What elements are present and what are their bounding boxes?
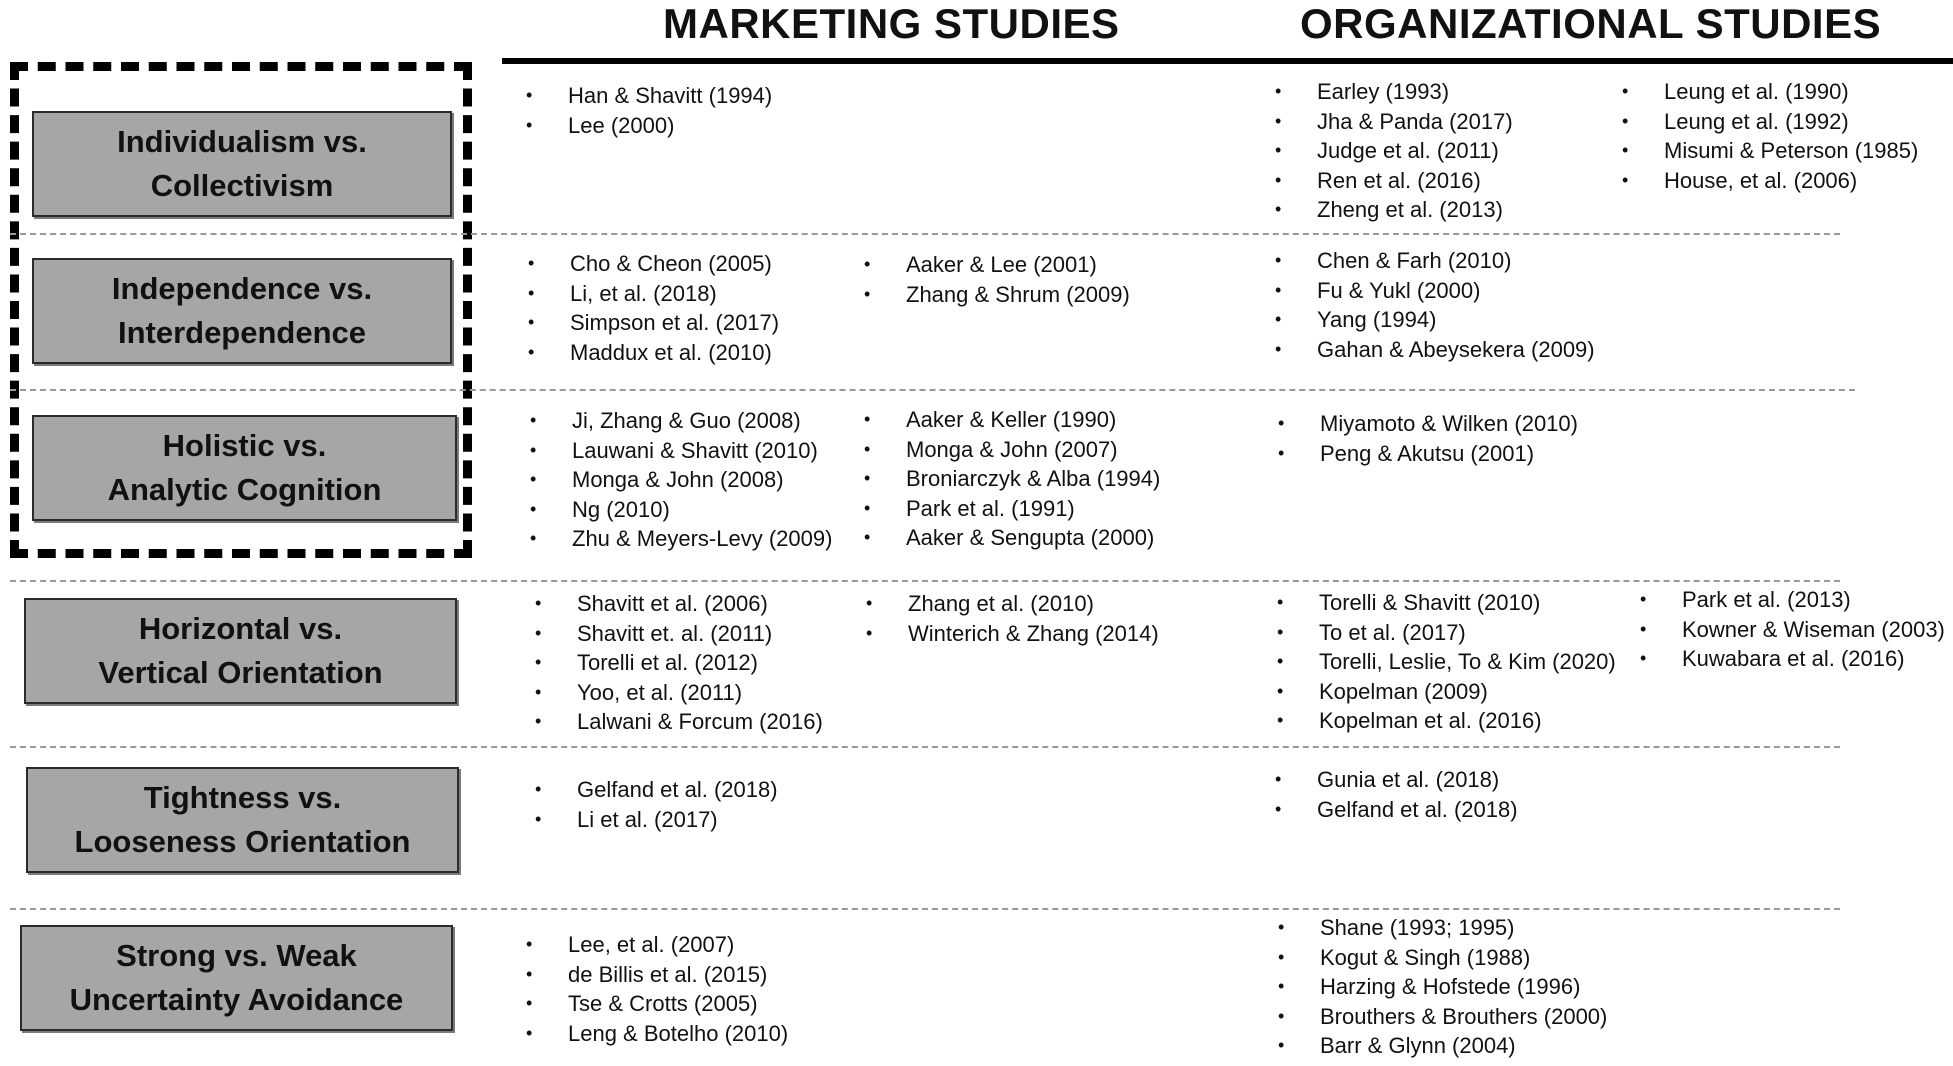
category-label: Individualism vs. Collectivism [117, 124, 367, 203]
reference-item: • Zhang & Shrum (2009) [864, 280, 1130, 310]
category-label: Independence vs. Interdependence [111, 271, 373, 350]
reference-item: • Chen & Farh (2010) [1275, 246, 1595, 276]
category-label: Tightness vs. Looseness Orientation [74, 780, 411, 859]
row-separator [10, 908, 1840, 910]
marketing-col-1 [526, 930, 788, 1048]
marketing-col-1 [526, 81, 772, 140]
reference-item: • Lee (2000) [526, 111, 772, 141]
reference-item: • Park et al. (1991) [864, 494, 1160, 524]
reference-item: • Kopelman (2009) [1277, 677, 1616, 707]
reference-item: • Torelli et al. (2012) [535, 648, 823, 678]
org-col-1 [1275, 246, 1595, 364]
reference-item: • Leung et al. (1992) [1622, 107, 1918, 137]
category-box-horizontal [24, 598, 457, 704]
marketing-col-1 [535, 589, 823, 737]
reference-item: • Misumi & Peterson (1985) [1622, 136, 1918, 166]
reference-item: • Shane (1993; 1995) [1278, 913, 1607, 943]
marketing-col-2 [864, 405, 1160, 553]
reference-item: • Aaker & Lee (2001) [864, 250, 1130, 280]
reference-item: • Lee, et al. (2007) [526, 930, 788, 960]
marketing-col-1 [535, 775, 778, 834]
reference-item: • Simpson et al. (2017) [528, 308, 779, 338]
category-box-tightness [26, 767, 459, 873]
header-rule [502, 58, 1953, 64]
reference-item: • Monga & John (2008) [530, 465, 832, 495]
reference-item: • Li, et al. (2018) [528, 279, 779, 309]
row-separator [10, 389, 1855, 391]
org-col-1 [1278, 913, 1607, 1061]
reference-item: • Fu & Yukl (2000) [1275, 276, 1595, 306]
category-box-independence [32, 258, 452, 364]
reference-item: • Earley (1993) [1275, 77, 1513, 107]
row-separator [10, 580, 1840, 582]
reference-item: • Aaker & Sengupta (2000) [864, 523, 1160, 553]
reference-item: • de Billis et al. (2015) [526, 960, 788, 990]
reference-item: • Gahan & Abeysekera (2009) [1275, 335, 1595, 365]
reference-item: • Zhang et al. (2010) [866, 589, 1159, 619]
reference-item: • To et al. (2017) [1277, 618, 1616, 648]
marketing-col-2 [866, 589, 1159, 648]
reference-item: • Han & Shavitt (1994) [526, 81, 772, 111]
reference-item: • Shavitt et al. (2006) [535, 589, 823, 619]
category-label: Strong vs. Weak Uncertainty Avoidance [69, 938, 404, 1017]
reference-item: • Yoo, et al. (2011) [535, 678, 823, 708]
reference-item: • Kowner & Wiseman (2003) [1640, 615, 1945, 645]
marketing-col-1 [530, 406, 832, 554]
marketing-col-2 [864, 250, 1130, 309]
org-col-1 [1275, 765, 1518, 824]
org-col-1 [1277, 588, 1616, 736]
reference-item: • House, et al. (2006) [1622, 166, 1918, 196]
reference-item: • Tse & Crotts (2005) [526, 989, 788, 1019]
reference-item: • Gelfand et al. (2018) [1275, 795, 1518, 825]
reference-item: • Gelfand et al. (2018) [535, 775, 778, 805]
reference-item: • Ji, Zhang & Guo (2008) [530, 406, 832, 436]
reference-item: • Lalwani & Forcum (2016) [535, 707, 823, 737]
marketing-studies-header: MARKETING STUDIES [663, 0, 1120, 47]
reference-item: • Broniarczyk & Alba (1994) [864, 464, 1160, 494]
reference-item: • Brouthers & Brouthers (2000) [1278, 1002, 1607, 1032]
reference-item: • Winterich & Zhang (2014) [866, 619, 1159, 649]
category-box-holistic [32, 415, 457, 521]
reference-item: • Li et al. (2017) [535, 805, 778, 835]
organizational-studies-header: ORGANIZATIONAL STUDIES [1300, 0, 1882, 47]
reference-item: • Torelli, Leslie, To & Kim (2020) [1277, 647, 1616, 677]
reference-item: • Torelli & Shavitt (2010) [1277, 588, 1616, 618]
org-col-2 [1622, 77, 1918, 195]
reference-item: • Leung et al. (1990) [1622, 77, 1918, 107]
reference-item: • Yang (1994) [1275, 305, 1595, 335]
category-box-individualism [32, 111, 452, 217]
reference-item: • Jha & Panda (2017) [1275, 107, 1513, 137]
category-label: Holistic vs. Analytic Cognition [107, 428, 382, 507]
reference-item: • Shavitt et. al. (2011) [535, 619, 823, 649]
reference-item: • Cho & Cheon (2005) [528, 249, 779, 279]
reference-item: • Gunia et al. (2018) [1275, 765, 1518, 795]
reference-item: • Peng & Akutsu (2001) [1278, 439, 1578, 469]
reference-item: • Harzing & Hofstede (1996) [1278, 972, 1607, 1002]
reference-item: • Monga & John (2007) [864, 435, 1160, 465]
reference-item: • Lauwani & Shavitt (2010) [530, 436, 832, 466]
reference-item: • Zheng et al. (2013) [1275, 195, 1513, 225]
reference-item: • Leng & Botelho (2010) [526, 1019, 788, 1049]
reference-item: • Maddux et al. (2010) [528, 338, 779, 368]
reference-item: • Ng (2010) [530, 495, 832, 525]
reference-item: • Judge et al. (2011) [1275, 136, 1513, 166]
org-col-2 [1640, 585, 1945, 674]
reference-item: • Kopelman et al. (2016) [1277, 706, 1616, 736]
reference-item: • Aaker & Keller (1990) [864, 405, 1160, 435]
reference-item: • Kuwabara et al. (2016) [1640, 644, 1945, 674]
org-col-1 [1275, 77, 1513, 225]
category-box-uncertainty [20, 925, 453, 1031]
reference-item: • Kogut & Singh (1988) [1278, 943, 1607, 973]
row-separator [10, 233, 1840, 235]
org-col-1 [1278, 409, 1578, 468]
row-separator [10, 746, 1840, 748]
marketing-col-1 [528, 249, 779, 367]
reference-item: • Miyamoto & Wilken (2010) [1278, 409, 1578, 439]
reference-item: • Barr & Glynn (2004) [1278, 1031, 1607, 1061]
reference-item: • Park et al. (2013) [1640, 585, 1945, 615]
reference-item: • Ren et al. (2016) [1275, 166, 1513, 196]
reference-item: • Zhu & Meyers-Levy (2009) [530, 524, 832, 554]
category-label: Horizontal vs. Vertical Orientation [98, 611, 383, 690]
